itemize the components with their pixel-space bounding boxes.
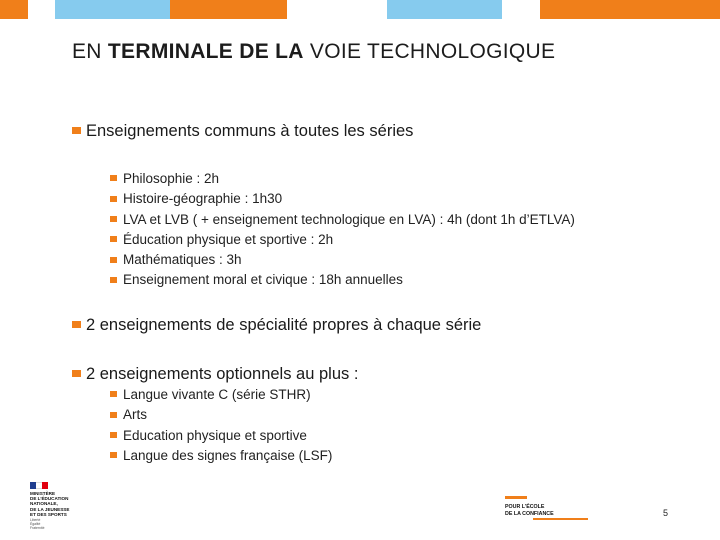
bullet-square-icon: [110, 391, 117, 397]
ministry-line: NATIONALE,: [30, 501, 58, 507]
ministry-name: [30, 491, 90, 517]
list-item: [110, 189, 575, 209]
bullet-square-icon: [72, 127, 81, 134]
bullet-square-icon: [110, 452, 117, 458]
bullet-square-icon: [110, 257, 117, 263]
list-item: [110, 210, 575, 230]
top-bar-segment: [0, 0, 28, 19]
title-part-2: TERMINALE DE LA: [107, 40, 304, 63]
section-heading-optional: [72, 365, 358, 384]
ministry-line: ET DES SPORTS: [30, 511, 67, 517]
list-item: [110, 426, 332, 446]
top-bar-segment: [170, 0, 287, 19]
list-item-text: Histoire-géographie : 1h30: [123, 191, 283, 207]
list-item-text: Education physique et sportive: [123, 427, 307, 443]
ministry-line: DE L’ÉDUCATION: [30, 496, 69, 502]
list-item-text: Éducation physique et sportive : 2h: [123, 231, 334, 247]
motto-line: Égalité: [30, 522, 41, 526]
list-item-text: LVA et LVB ( + enseignement technologique en LVA) : 4h (dont 1h d’ETLVA): [123, 211, 575, 227]
ministry-line: DE LA JEUNESSE: [30, 506, 70, 512]
section-heading-specialty: [72, 316, 481, 335]
section-heading-text: 2 enseignements optionnels au plus :: [86, 365, 359, 383]
logo-line: POUR L’ÉCOLE: [505, 504, 545, 510]
bullet-square-icon: [110, 412, 117, 418]
list-item-text: Langue des signes française (LSF): [123, 447, 333, 463]
title-part-3: VOIE TECHNOLOGIQUE: [303, 40, 556, 63]
list-item: [110, 230, 575, 250]
top-bar-segment: [540, 0, 720, 19]
optional-subjects-list: [110, 385, 332, 466]
section-heading-text: Enseignements communs à toutes les séries: [86, 122, 414, 140]
common-subjects-list: [110, 169, 575, 291]
list-item: [110, 446, 332, 466]
list-item-text: Arts: [123, 407, 148, 423]
page-title: [72, 40, 555, 64]
list-item: [110, 385, 332, 405]
bullet-square-icon: [72, 321, 81, 328]
section-heading-common: [72, 122, 413, 141]
top-bar-segment: [387, 0, 502, 19]
motto-line: Liberté: [30, 518, 41, 522]
logo-line: DE LA CONFIANCE: [505, 510, 554, 517]
logo-accent-bar: [505, 496, 527, 499]
top-color-bar: [0, 0, 720, 19]
list-item: [110, 270, 575, 290]
republic-motto: [30, 518, 45, 530]
ministry-logo: [28, 482, 88, 532]
list-item-text: Langue vivante C (série STHR): [123, 387, 311, 402]
ministry-line: MINISTÈRE: [30, 491, 56, 496]
bullet-square-icon: [72, 370, 81, 377]
logo-underline: [533, 518, 588, 520]
bullet-square-icon: [110, 432, 117, 438]
bullet-square-icon: [110, 216, 117, 222]
list-item-text: Philosophie : 2h: [123, 171, 220, 186]
page-number: 5: [663, 508, 669, 518]
bullet-square-icon: [110, 277, 117, 283]
list-item-text: Mathématiques : 3h: [123, 252, 242, 268]
title-part-1: EN: [72, 40, 108, 63]
motto-line: Fraternité: [30, 526, 45, 530]
bullet-square-icon: [110, 175, 117, 181]
section-heading-text: 2 enseignements de spécialité propres à chaque série: [86, 316, 482, 334]
bullet-square-icon: [110, 196, 117, 202]
bullet-square-icon: [110, 236, 117, 242]
list-item: [110, 169, 575, 189]
list-item: [110, 250, 575, 270]
list-item-text: Enseignement moral et civique : 18h annuelles: [123, 272, 403, 288]
top-bar-segment: [55, 0, 170, 19]
ecole-confiance-logo: [503, 496, 591, 524]
list-item: [110, 405, 332, 425]
french-flag-icon: [30, 482, 48, 489]
logo-text: [505, 504, 554, 517]
